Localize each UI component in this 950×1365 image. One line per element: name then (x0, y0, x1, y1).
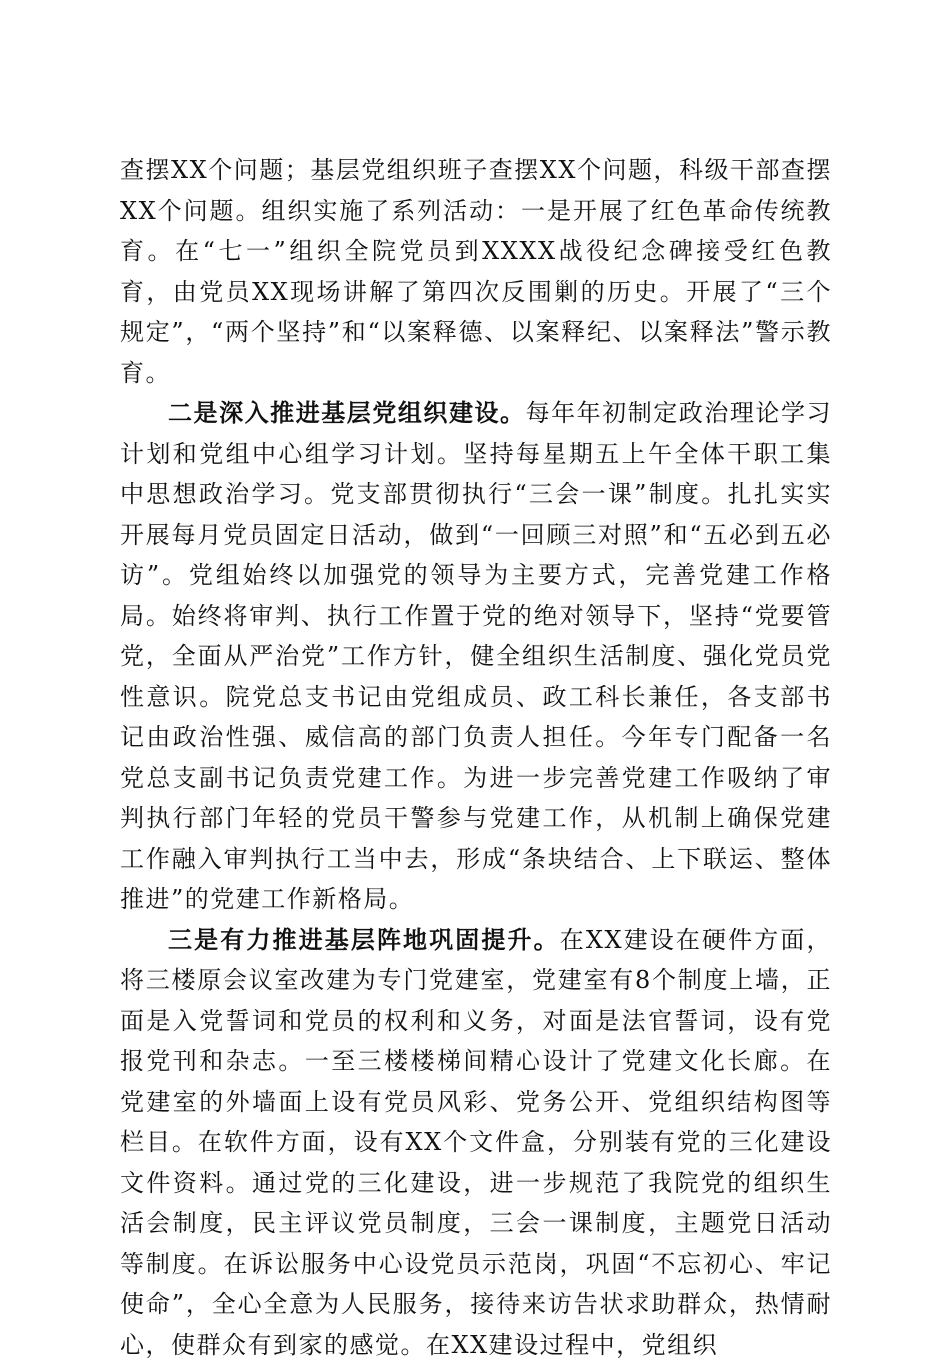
paragraph-text: 每年年初制定政治理论学习计划和党组中心组学习计划。坚持每星期五上午全体干职工集中思想政治学习。党支部贯彻执行“三会一课”制度。扎扎实实开展每月党员固定日活动，做到“一回顾三对照”和“五必到五必访”。党组始终以加强党的领导为主要方式，完善党建工作格局。始终将审判、执行工作置于党的绝对领导下，坚持“党要管党，全面从严治党”工作方针，健全组织生活制度、强化党员党性意识。院党总支书记由党组成员、政工科长兼任，各支部书记由政治性强、威信高的部门负责人担任。今年专门配备一名党总支副书记负责党建工作。为进一步完善党建工作吸纳了审判执行部门年轻的党员干警参与党建工作，从机制上确保党建工作融入审判执行工当中去，形成“条块结合、上下联运、整体推进”的党建工作新格局。 (120, 399, 832, 913)
paragraph-text: 在XX建设在硬件方面，将三楼原会议室改建为专门党建室，党建室有8个制度上墙，正面是入党誓词和党员的权利和义务，对面是法官誓词，设有党报党刊和杂志。一至三楼楼梯间精心设计了党建文化长廊。在党建室的外墙面上设有党员风彩、党务公开、党组织结构图等栏目。在软件方面，设有XX个文件盒，分别装有党的三化建设文件资料。通过党的三化建设，进一步规范了我院党的组织生活会制度，民主评议党员制度，三会一课制度，主题党日活动等制度。在诉讼服务中心设党员示范岗，巩固“不忘初心、牢记使命”，全心全意为人民服务，接待来访告状求助群众，热情耐心，使群众有到家的感觉。在XX建设过程中，党组织 (120, 926, 832, 1359)
paragraph-party-organization-building (120, 393, 832, 920)
paragraph-text: 查摆XX个问题；基层党组织班子查摆XX个问题，科级干部查摆XX个问题。组织实施了系列活动：一是开展了红色革命传统教育。在“七一”组织全院党员到XXXX战役纪念碑接受红色教育，由党员XX现场讲解了第四次反围剿的历史。开展了“三个规定”，“两个坚持”和“以案释德、以案释纪、以案释法”警示教育。 (120, 156, 832, 387)
paragraph-heading: 二是深入推进基层党组织建设。 (168, 398, 526, 427)
paragraph-position-consolidation (120, 920, 832, 1365)
document-body (120, 150, 832, 1365)
paragraph-continuation (120, 150, 832, 393)
paragraph-heading: 三是有力推进基层阵地巩固提升。 (168, 925, 560, 954)
